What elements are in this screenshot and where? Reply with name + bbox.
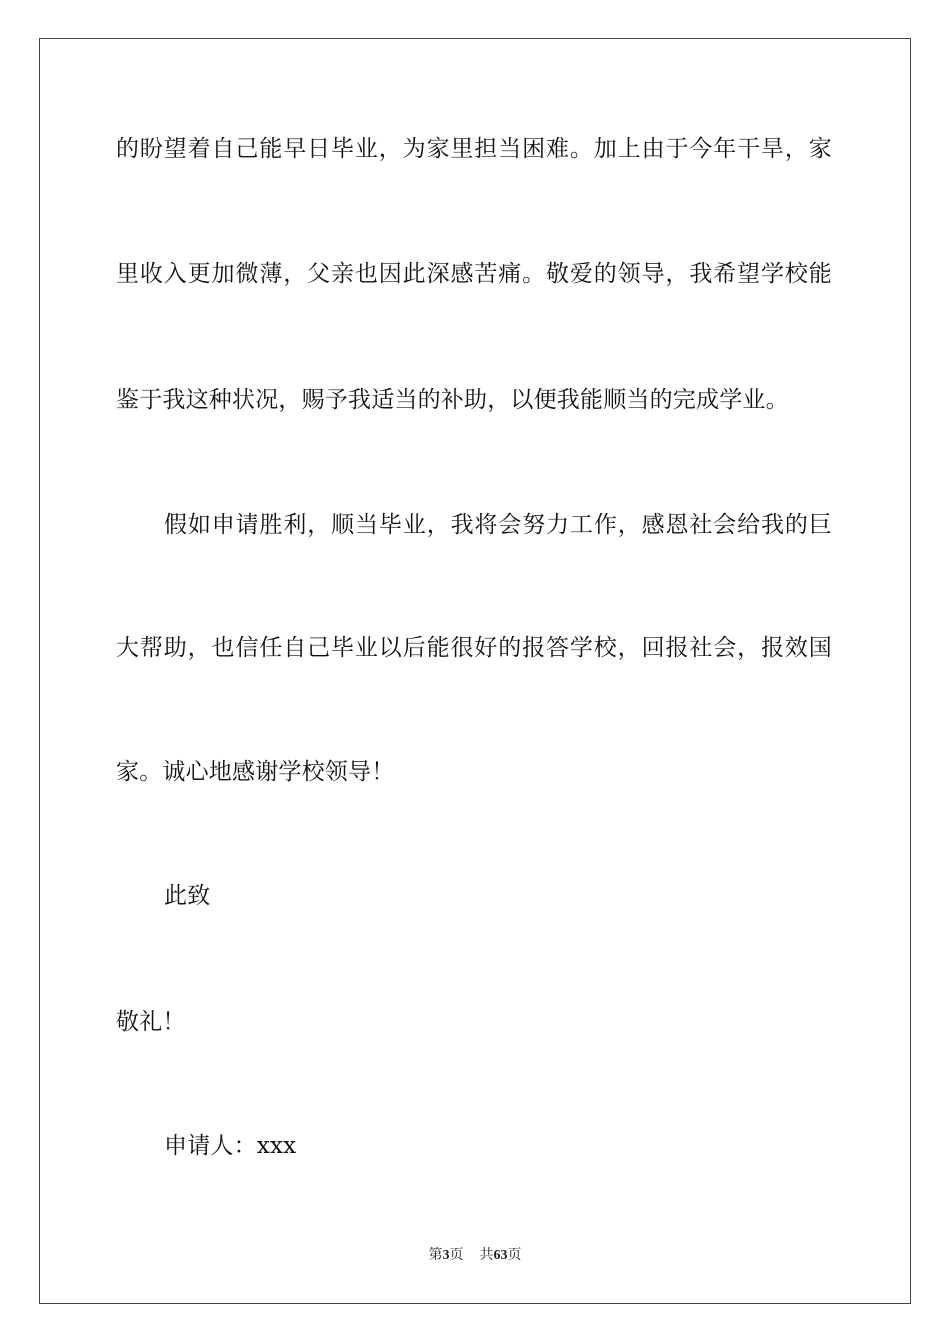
closing-salutation: 此致 (164, 883, 211, 909)
closing-respect: 敬礼！ (116, 1009, 186, 1035)
total-suffix: 页 (507, 1248, 522, 1263)
body-line-4: 假如申请胜利，顺当毕业，我将会努力工作，感恩社会给我的巨 (164, 512, 832, 538)
body-line-1: 的盼望着自己能早日毕业，为家里担当困难。加上由于今年干旱，家 (116, 136, 832, 162)
page-number: 3 (442, 1248, 450, 1263)
body-line-2: 里收入更加微薄，父亲也因此深感苦痛。敬爱的领导，我希望学校能 (116, 261, 832, 287)
total-pages: 63 (493, 1248, 508, 1263)
page-prefix: 第 (428, 1248, 443, 1263)
body-line-3: 鉴于我这种状况，赐予我适当的补助，以便我能顺当的完成学业。 (116, 387, 789, 413)
page-border (39, 38, 911, 1304)
total-prefix: 共 (479, 1248, 494, 1263)
applicant-signature: 申请人：xxx (164, 1133, 297, 1159)
page-footer (0, 1246, 950, 1266)
body-line-5: 大帮助，也信任自己毕业以后能很好的报答学校，回报社会，报效国 (116, 635, 832, 661)
page-suffix: 页 (449, 1248, 464, 1263)
body-line-6: 家。诚心地感谢学校领导！ (116, 759, 395, 785)
